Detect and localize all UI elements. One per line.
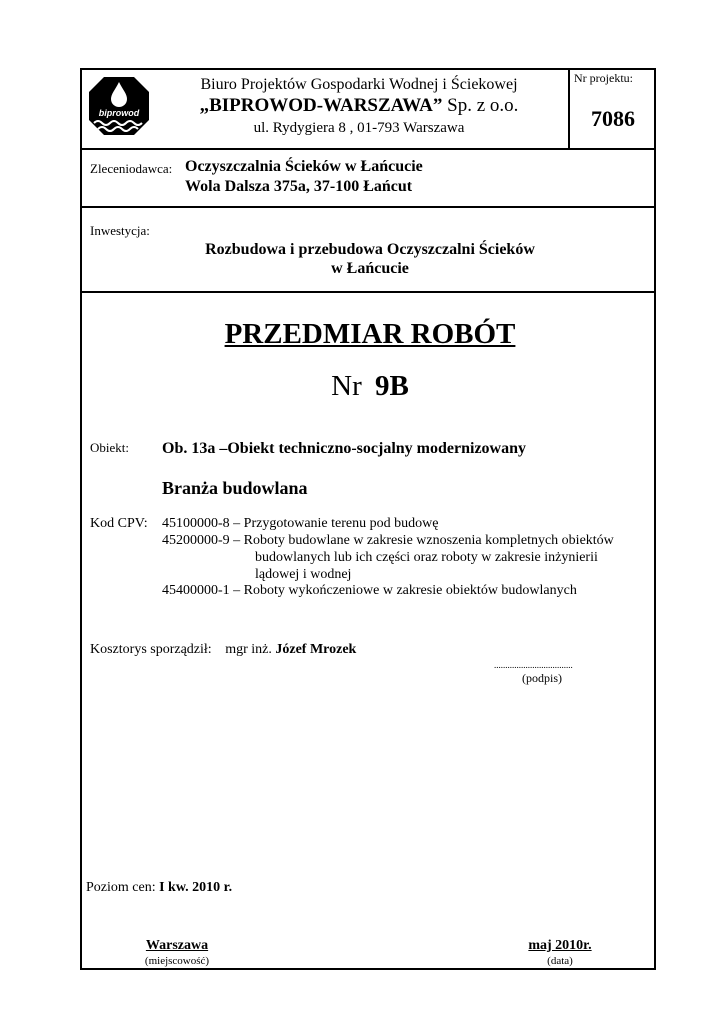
client-name: Oczyszczalnia Ścieków w Łańcucie: [185, 158, 423, 175]
biprowod-logo: [88, 76, 150, 136]
author-title: mgr inż.: [225, 642, 272, 657]
document-number-value: 9B: [375, 370, 409, 402]
project-number-label: Nr projektu:: [574, 71, 633, 85]
investment-line-2: w Łańcucie: [331, 260, 409, 277]
cpv-line-1: 45100000-8 – Przygotowanie terenu pod budowę: [162, 516, 439, 531]
signature-label: (podpis): [522, 671, 562, 685]
cpv-line-5: 45400000-1 – Roboty wykończeniowe w zakresie obiektów budowlanych: [162, 583, 577, 598]
company-address: ul. Rydygiera 8 , 01-793 Warszawa: [253, 120, 465, 136]
author-line: [90, 642, 356, 658]
investment-label: Inwestycja:: [90, 223, 150, 238]
project-number: 7086: [591, 106, 635, 131]
signature-dots: ...................................: [494, 660, 573, 670]
footer-place-label: (miejscowość): [144, 955, 210, 967]
cpv-line-2: 45200000-9 – Roboty budowlane w zakresie wznoszenia kompletnych obiektów: [162, 533, 614, 548]
office-line: Biuro Projektów Gospodarki Wodnej i Ściekowej: [200, 76, 518, 93]
divider-1: [82, 148, 654, 150]
author-name: Józef Mrozek: [275, 642, 357, 657]
price-level: [86, 880, 232, 896]
cpv-line-4: lądowej i wodnej: [255, 567, 352, 582]
object-name: Ob. 13a –Obiekt techniczno-socjalny modernizowany: [162, 440, 526, 457]
footer-place: Warszawa: [145, 938, 209, 953]
footer-date-label: (data): [547, 955, 573, 967]
divider-2: [82, 206, 654, 208]
investment-line-1: Rozbudowa i przebudowa Oczyszczalni Ścieków: [205, 241, 535, 258]
logo-text: biprowod: [98, 108, 140, 118]
document-number-label: Nr: [331, 370, 362, 402]
company-suffix: Sp. z o.o.: [447, 95, 519, 116]
divider-3: [82, 291, 654, 293]
cpv-line-3: budowlanych lub ich części oraz roboty w zakresie inżynierii: [255, 550, 598, 565]
object-label: Obiekt:: [90, 440, 129, 455]
price-level-value: I kw. 2010 r.: [159, 880, 233, 895]
author-label: Kosztorys sporządził:: [90, 642, 212, 657]
price-level-label: Poziom cen:: [86, 880, 156, 895]
document-frame: [80, 68, 656, 970]
document-number: [82, 370, 658, 403]
company-line: [152, 95, 566, 117]
object-branch: Branża budowlana: [162, 478, 308, 498]
company-name: „BIPROWOD-WARSZAWA”: [199, 95, 443, 116]
client-label: Zleceniodawca:: [90, 161, 173, 176]
footer-date: maj 2010r.: [528, 938, 592, 953]
cpv-label: Kod CPV:: [90, 516, 148, 531]
document-title: PRZEDMIAR ROBÓT: [224, 318, 516, 350]
client-address: Wola Dalsza 375a, 37-100 Łańcut: [185, 178, 413, 195]
